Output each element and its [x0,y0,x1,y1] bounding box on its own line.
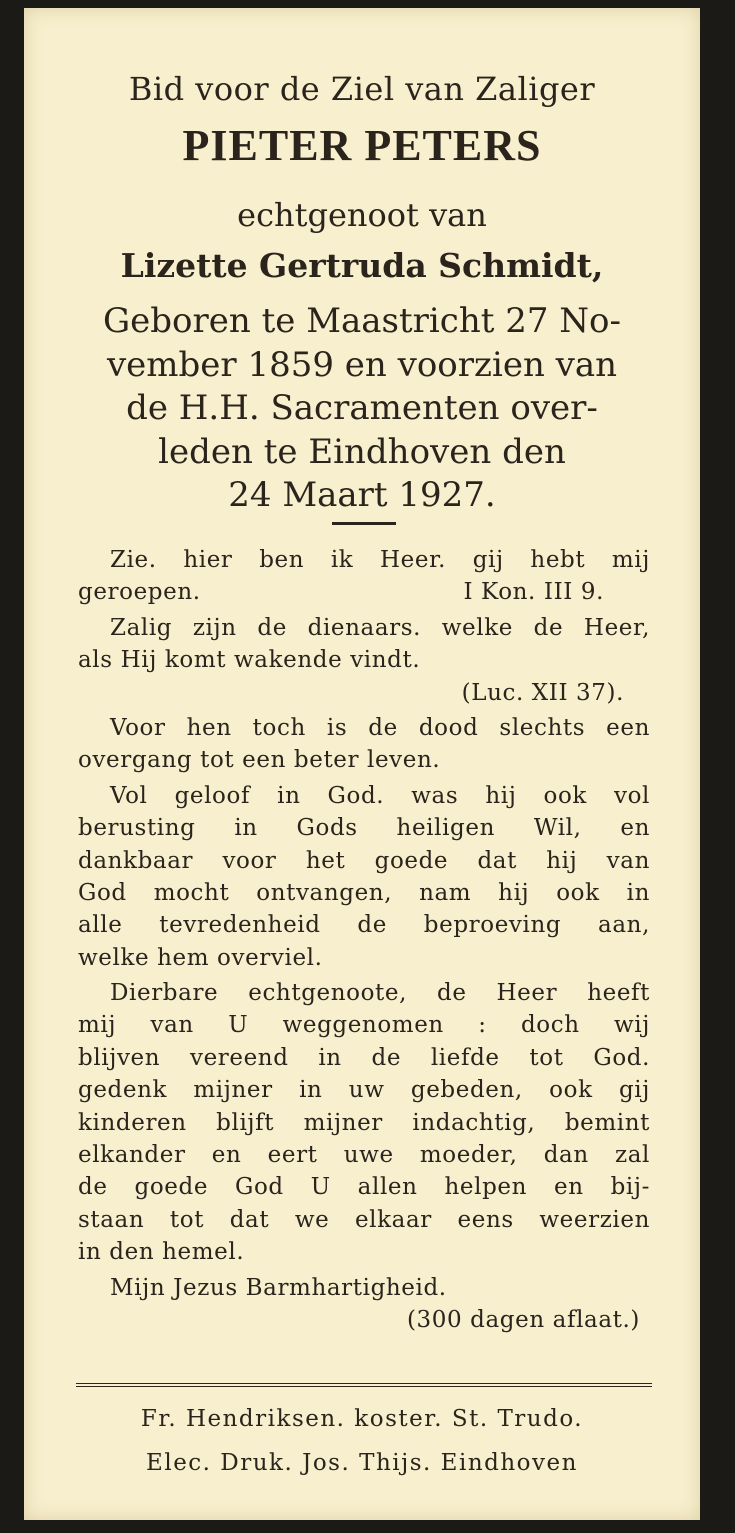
birth-line: leden te Eindhoven den [158,431,566,472]
indulgence-note: (300 dagen aflaat.) [406,1306,640,1333]
divider-double [76,1383,652,1387]
verse-line: overgang tot een beter leven. [78,747,441,774]
verse-line: kinderen blijft mijner indachtig, bemint [78,1109,650,1136]
verse-line: blijven vereend in de liefde tot God. [78,1044,650,1071]
verse-line [78,576,650,608]
divider-short [332,522,396,525]
verse-line: mij van U weggenomen : doch wij [78,1012,650,1039]
verse-line: berusting in Gods heiligen Wil, en [78,815,650,842]
verse-line: Zalig zijn de dienaars. welke de Heer, [110,614,650,641]
birth-line: vember 1859 en voorzien van [106,344,618,385]
deceased-name: PIETER PETERS [182,121,542,170]
verse-line: als Hij komt wakende vindt. [78,647,421,674]
birth-line: 24 Maart 1927. [228,475,496,515]
printer-credit: Elec. Druk. Jos. Thijs. Eindhoven [146,1450,578,1476]
verse-line: alle tevredenheid de beproeving aan, [78,912,650,939]
birth-death-info [64,300,660,518]
verse-line: God mocht ontvangen, nam hij ook in [78,879,650,906]
spouse-name: Lizette Gertruda Schmidt, [120,246,604,285]
verse-line: Dierbare echtgenoote, de Heer heeft [110,980,650,1007]
prayer-heading: Bid voor de Ziel van Zaliger [128,70,596,108]
spouse-intro: echtgenoot van [237,196,487,234]
verse-line: dankbaar voor het goede dat hij van [78,847,650,874]
verse-line: staan tot dat we elkaar eens weerzien [78,1206,650,1233]
birth-line: Geboren te Maastricht 27 No- [103,301,621,341]
verse-line: in den hemel. [78,1239,245,1266]
verse-line: welke hem overviel. [78,944,323,971]
verse-line: Vol geloof in God. was hij ook vol [110,782,650,809]
verse-line: Voor hen toch is de dood slechts een [110,714,650,741]
scripture-reference: (Luc. XII 37). [461,679,624,706]
verse-line: gedenk mijner in uw gebeden, ook gij [78,1077,650,1104]
scripture-reference: I Kon. III 9. [463,579,604,606]
verse-text: geroepen. [78,579,201,606]
birth-line: de H.H. Sacramenten over- [126,388,598,428]
verse-line: Zie. hier ben ik Heer. gij hebt mij [110,547,650,573]
verse-line: elkander en eert uwe moeder, dan zal [78,1142,650,1169]
verse-line: Mijn Jezus Barmhartigheid. [110,1274,447,1301]
memorial-card [24,8,700,1520]
sexton-credit: Fr. Hendriksen. koster. St. Trudo. [140,1406,584,1432]
prayer-text [78,544,650,1336]
verse-line: de goede God U allen helpen en bij- [78,1174,650,1201]
